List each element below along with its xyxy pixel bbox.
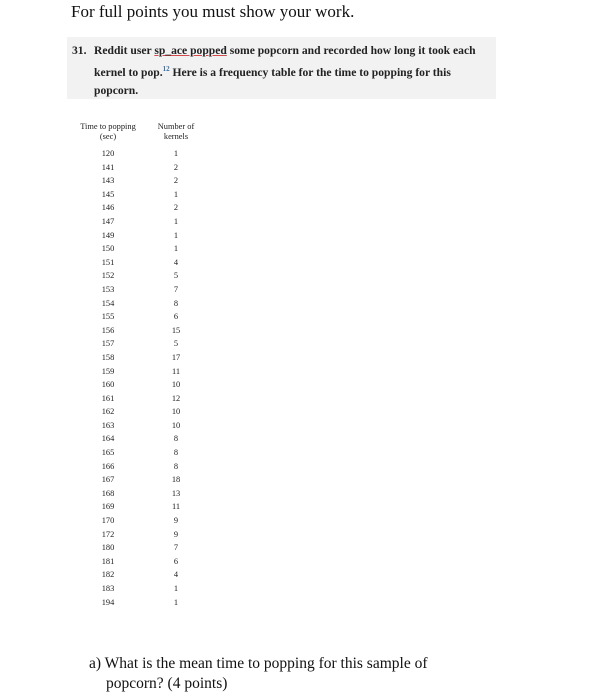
problem-box — [67, 37, 496, 99]
question-line-1: a) What is the mean time to popping for this sample of — [89, 655, 428, 672]
count-cell: 6 — [173, 556, 179, 566]
table-row — [72, 378, 208, 392]
time-cell: 120 — [101, 149, 115, 158]
time-cell: 143 — [101, 176, 115, 186]
count-cell: 8 — [173, 448, 179, 458]
count-cell: 9 — [173, 516, 179, 526]
count-cell: 4 — [173, 570, 179, 580]
count-cell: 9 — [173, 529, 179, 539]
count-cell: 4 — [173, 257, 179, 267]
time-cell: 168 — [101, 488, 115, 498]
time-cell: 160 — [101, 380, 115, 390]
problem-text-after: some popcorn and recorded how long it took each kernel to pop. — [94, 44, 476, 79]
table-row — [72, 568, 208, 582]
count-cell: 1 — [173, 149, 179, 158]
table-row — [72, 500, 208, 514]
question-line-2: popcorn? (4 points) — [106, 675, 228, 692]
count-cell: 10 — [171, 380, 181, 390]
table-row — [72, 460, 208, 474]
table-row — [72, 256, 208, 270]
count-cell: 8 — [173, 434, 179, 444]
table-row — [72, 446, 208, 460]
time-cell: 158 — [101, 352, 115, 362]
page-heading: For full points you must show your work. — [71, 2, 355, 21]
time-cell: 153 — [101, 284, 115, 294]
count-cell: 7 — [173, 284, 179, 294]
column-header-count: Number of kernels — [157, 122, 195, 141]
table-row — [72, 351, 208, 365]
time-cell: 181 — [101, 556, 115, 566]
time-cell: 164 — [101, 434, 115, 444]
count-cell: 1 — [173, 597, 179, 607]
table-row — [72, 283, 208, 297]
table-row — [72, 161, 208, 175]
count-cell: 1 — [173, 189, 179, 199]
time-cell: 159 — [101, 366, 115, 376]
time-cell: 141 — [101, 162, 115, 172]
time-cell: 146 — [101, 203, 115, 213]
time-cell: 157 — [101, 339, 115, 349]
reddit-username: sp_ace popped — [154, 44, 227, 57]
time-cell: 150 — [101, 244, 115, 254]
frequency-table — [72, 122, 208, 609]
count-cell: 15 — [171, 325, 181, 335]
table-row — [72, 297, 208, 311]
time-cell: 194 — [101, 597, 115, 607]
table-row — [72, 541, 208, 555]
count-cell: 2 — [173, 203, 179, 213]
count-cell: 18 — [171, 475, 181, 485]
time-cell: 147 — [101, 216, 115, 226]
time-cell: 155 — [101, 312, 115, 322]
table-row — [72, 582, 208, 596]
time-cell: 149 — [101, 230, 115, 240]
count-cell: 8 — [173, 461, 179, 471]
table-row — [72, 147, 208, 161]
time-cell: 166 — [101, 461, 115, 471]
table-row — [72, 392, 208, 406]
table-row — [72, 324, 208, 338]
column-header-time: Time to popping (sec) — [80, 122, 136, 141]
table-header-row — [72, 122, 208, 147]
time-cell: 152 — [101, 271, 115, 281]
count-cell: 2 — [173, 176, 179, 186]
problem-text-end: Here is a frequency table for the time to popping for this popcorn. — [94, 65, 451, 97]
time-cell: 151 — [101, 257, 115, 267]
problem-statement — [72, 42, 484, 100]
count-cell: 5 — [173, 271, 179, 281]
count-cell: 10 — [171, 407, 181, 417]
table-row — [72, 514, 208, 528]
table-row — [72, 405, 208, 419]
table-row — [72, 419, 208, 433]
time-cell: 145 — [101, 189, 115, 199]
count-cell: 11 — [171, 502, 181, 512]
table-row — [72, 473, 208, 487]
table-row — [72, 555, 208, 569]
count-cell: 17 — [171, 352, 181, 362]
table-body — [72, 147, 208, 609]
table-row — [72, 269, 208, 283]
table-row — [72, 596, 208, 610]
footnote-reference[interactable]: 12 — [162, 65, 170, 73]
table-row — [72, 487, 208, 501]
table-row — [72, 188, 208, 202]
time-cell: 167 — [101, 475, 115, 485]
count-cell: 1 — [173, 584, 179, 593]
time-cell: 161 — [101, 393, 115, 403]
time-cell: 182 — [101, 570, 115, 580]
time-cell: 165 — [101, 448, 115, 458]
count-cell: 12 — [171, 393, 181, 403]
table-row — [72, 174, 208, 188]
count-cell: 13 — [171, 488, 181, 498]
table-row — [72, 528, 208, 542]
table-row — [72, 201, 208, 215]
table-row — [72, 432, 208, 446]
count-cell: 2 — [173, 162, 179, 172]
time-cell: 170 — [101, 516, 115, 526]
count-cell: 7 — [173, 543, 179, 553]
problem-text-before: Reddit user — [94, 44, 155, 57]
table-row — [72, 242, 208, 256]
count-cell: 10 — [171, 420, 181, 430]
time-cell: 156 — [101, 325, 115, 335]
problem-text — [94, 42, 484, 100]
time-cell: 169 — [101, 502, 115, 512]
table-row — [72, 337, 208, 351]
count-cell: 1 — [173, 216, 179, 226]
table-row — [72, 215, 208, 229]
time-cell: 172 — [101, 529, 115, 539]
count-cell: 5 — [173, 339, 179, 349]
count-cell: 8 — [173, 298, 179, 308]
time-cell: 154 — [101, 298, 115, 308]
time-cell: 180 — [101, 543, 115, 553]
time-cell: 163 — [101, 420, 115, 430]
table-row — [72, 365, 208, 379]
table-row — [72, 229, 208, 243]
problem-number: 31. — [72, 44, 87, 57]
count-cell: 6 — [173, 312, 179, 322]
question-a — [89, 654, 428, 694]
count-cell: 1 — [173, 230, 179, 240]
table-row — [72, 310, 208, 324]
count-cell: 11 — [171, 366, 181, 376]
time-cell: 183 — [101, 584, 115, 593]
count-cell: 1 — [173, 244, 179, 254]
time-cell: 162 — [101, 407, 115, 417]
